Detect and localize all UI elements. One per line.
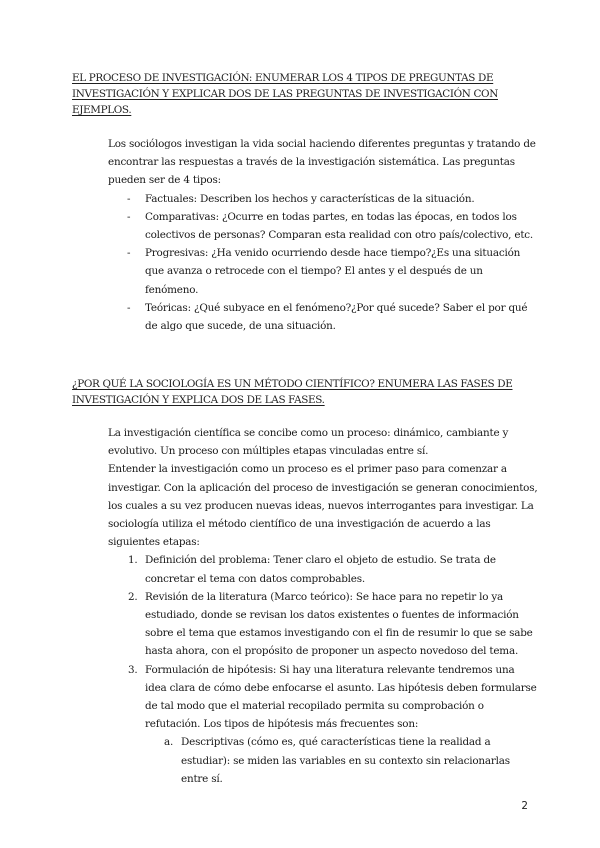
- list-item: - Comparativas: ¿Ocurre en todas partes, en todas las épocas, en todos los colectivos de personas? Comparan esta realidad con otro país/colectivo, etc.: [108, 208, 538, 244]
- step-text: Definición del problema: Tener claro el objeto de estudio. Se trata de concretar el tema con datos comprobables.: [145, 554, 496, 585]
- section-2-heading: ¿POR QUÉ LA SOCIOLOGÍA ES UN MÉTODO CIENTÍFICO? ENUMERA LAS FASES DE INVESTIGACIÓN Y EXPLICA DOS DE LAS FASES.: [72, 378, 513, 406]
- research-phases-list: [108, 551, 538, 788]
- subitem-letter: a.: [164, 736, 174, 749]
- question-types-list: [108, 190, 538, 336]
- hypothesis-types-list: [145, 733, 538, 788]
- step-number: 2.: [128, 590, 138, 603]
- section-2-paragraph-1: La investigación científica se concibe como un proceso: dinámico, cambiante y evolutivo. Un proceso con múltiples etapas vinculadas entre sí.: [108, 427, 509, 458]
- page-number: 2: [521, 800, 528, 812]
- step-number: 1.: [128, 554, 138, 567]
- list-item: [108, 661, 538, 788]
- step-number: 3.: [128, 663, 138, 676]
- list-item: - Progresivas: ¿Ha venido ocurriendo desde hace tiempo?¿Es una situación que avanza o retrocede con el tiempo? El antes y el después de un fenómeno.: [108, 244, 538, 299]
- list-item: - Teóricas: ¿Qué subyace en el fenómeno?¿Por qué sucede? Saber el por qué de algo que sucede, de una situación.: [108, 299, 538, 335]
- step-text: Revisión de la literatura (Marco teórico): Se hace para no repetir lo ya estudiado, donde se revisan los datos existentes o fuentes de información sobre el tema que estamos investigando con el fin de resumir lo que se sabe hasta ahora, con el propósito de proponer un aspecto novedoso del tema.: [145, 590, 533, 658]
- step-text: Formulación de hipótesis: Si hay una literatura relevante tendremos una idea clara de cómo debe enfocarse el asunto. Las hipótesis deben formularse de tal modo que el material recopilado permita su comprobación o refutación. Los tipos de hipótesis más frecuentes son:: [145, 663, 537, 731]
- list-item: [108, 588, 538, 661]
- list-item: - Factuales: Describen los hechos y características de la situación.: [108, 190, 538, 208]
- list-item: [108, 551, 538, 587]
- section-2-body: [108, 424, 538, 788]
- section-2-paragraph-2: Entender la investigación como un proceso es el primer paso para comenzar a investigar. Con la aplicación del proceso de investigación se generan conocimientos, los cuales a su vez producen nuevas ideas, nuevos interrogantes para investigar. La sociología utiliza el método científico de una investigación de acuerdo a las siguientes etapas:: [108, 463, 538, 549]
- section-1-body: [108, 135, 538, 335]
- section-1-intro: Los sociólogos investigan la vida social haciendo diferentes preguntas y tratando de encontrar las respuestas a través de la investigación sistemática. Las preguntas pueden ser de 4 tipos:: [108, 138, 536, 187]
- subitem-text: Descriptivas (cómo es, qué características tiene la realidad a estudiar): se miden las variables en su contexto sin relacionarlas entre sí.: [181, 736, 510, 785]
- list-item: [145, 733, 538, 788]
- section-1-heading: EL PROCESO DE INVESTIGACIÓN: ENUMERAR LOS 4 TIPOS DE PREGUNTAS DE INVESTIGACIÓN Y EXPLICAR DOS DE LAS PREGUNTAS DE INVESTIGACIÓN CON EJEMPLOS.: [72, 72, 498, 116]
